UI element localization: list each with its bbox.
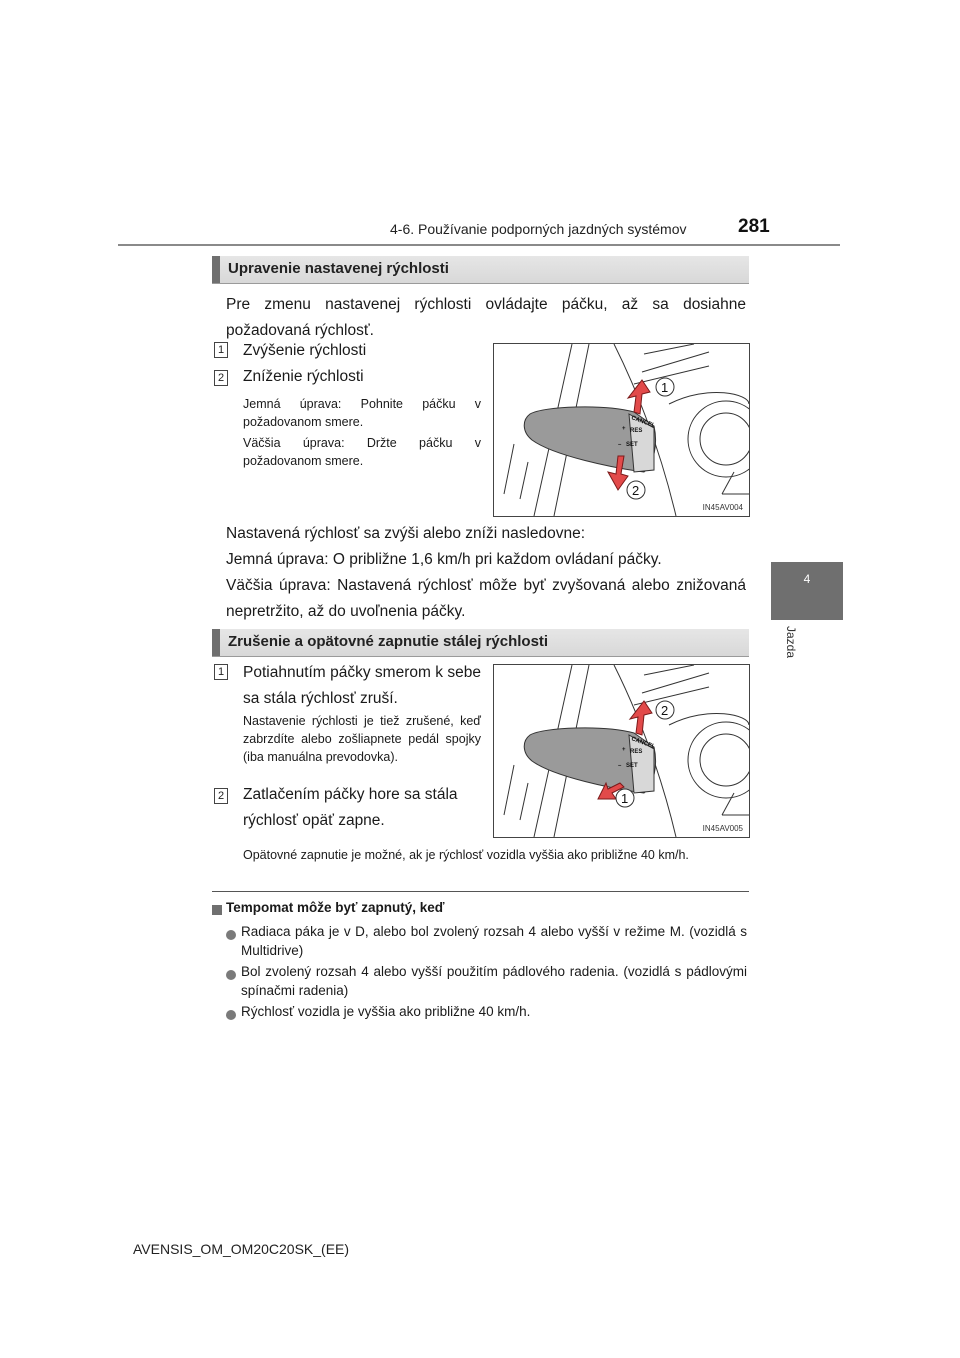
step-number-badge: 2 [214, 788, 228, 804]
callout-up-label: 1 [661, 380, 669, 395]
note-cancel: Nastavenie rýchlosti je tiež zrušené, keď zabrzdíte alebo zošliapnete pedál spojky (iba manuálna prevodovka). [243, 714, 481, 764]
notes-heading: Tempomat môže byť zapnutý, keď [226, 900, 445, 915]
notes-divider [212, 891, 749, 892]
note-bullet: Bol zvolený rozsah 4 alebo vyšší použitím pádlového radenia. (vozidlá s pádlovými spínačmi radenia) [241, 964, 747, 998]
paragraph-fine-adjust: Jemná úprava: O približne 1,6 km/h pri každom ovládaní páčky. [226, 551, 662, 568]
chapter-title: 4-6. Používanie podporných jazdných systémov [390, 221, 687, 237]
figure-code: IN45AV005 [702, 824, 743, 833]
lever-res-text: RES [630, 749, 643, 755]
bullet-dot-icon [226, 967, 236, 985]
chapter-tab-number: 4 [803, 572, 811, 586]
callout-down-label: 2 [632, 483, 640, 498]
lever-brand-text: CANCEL [630, 415, 656, 430]
lever-set-text: SET [626, 442, 638, 448]
callout-down-label: 1 [621, 791, 629, 806]
page-number: 281 [738, 216, 770, 237]
lever-set-text: SET [626, 763, 638, 769]
lever-plus-text: + [622, 426, 626, 432]
section-accent [212, 256, 220, 283]
document-id: AVENSIS_OM_OM20C20SK_(EE) [133, 1241, 350, 1257]
paragraph-coarse-adjust: Väčšia úprava: Nastavená rýchlosť môže byť zvyšovaná alebo znižovaná nepretržito, až do uvoľnenia páčky. [226, 577, 746, 620]
section-title: Upravenie nastavenej rýchlosti [228, 260, 449, 277]
figure-lever-cancel [493, 664, 750, 838]
note-fine-adjust: Jemná úprava: Pohnite páčku v požadovanom smere. [243, 397, 481, 429]
lever-illustration [494, 344, 749, 516]
lever-illustration [494, 665, 749, 837]
callout-up-label: 2 [661, 703, 669, 718]
step-resume: Zatlačením páčky hore sa stála rýchlosť opäť zapne. [243, 786, 458, 829]
lever-brand-text: CANCEL [630, 736, 656, 751]
section-accent [212, 629, 220, 656]
lever-minus-text: – [618, 763, 622, 769]
chapter-tab [771, 562, 843, 620]
note-resume: Opätovné zapnutie je možné, ak je rýchlosť vozidla vyššia ako približne 40 km/h. [243, 848, 689, 862]
note-bullet: Radiaca páka je v D, alebo bol zvolený rozsah 4 alebo vyšší v režime M. (vozidlá s Multidrive) [241, 924, 747, 958]
arrow-up-icon [628, 380, 650, 414]
note-bullet: Rýchlosť vozidla je vyššia ako približne 40 km/h. [241, 1004, 531, 1019]
step-decrease-speed: Zníženie rýchlosti [243, 368, 364, 385]
paragraph-speed-change: Nastavená rýchlosť sa zvýši alebo zníži nasledovne: [226, 525, 586, 542]
note-coarse-adjust: Väčšia úprava: Držte páčku v požadovanom smere. [243, 436, 481, 468]
section-heading-adjust-speed [212, 256, 749, 284]
lever-res-text: RES [630, 428, 643, 434]
step-number-badge: 1 [214, 664, 228, 680]
bullet-dot-icon [226, 927, 236, 945]
lever-plus-text: + [622, 747, 626, 753]
step-number-badge: 1 [214, 342, 228, 358]
chapter-tab-label: Jazda [784, 626, 798, 659]
bullet-dot-icon [226, 1007, 236, 1025]
section-intro: Pre zmenu nastavenej rýchlosti ovládajte páčku, až sa dosiahne požadovaná rýchlosť. [226, 296, 746, 339]
section-title: Zrušenie a opätovné zapnutie stálej rýchlosti [228, 633, 549, 650]
step-increase-speed: Zvýšenie rýchlosti [243, 342, 367, 359]
figure-code: IN45AV004 [702, 503, 743, 512]
header-divider [118, 244, 840, 246]
section-heading-cancel-resume [212, 629, 749, 657]
step-number-badge: 2 [214, 370, 228, 386]
step-cancel: Potiahnutím páčky smerom k sebe sa stála rýchlosť zruší. [243, 664, 481, 707]
notes-square-icon [212, 902, 222, 920]
figure-lever-adjust [493, 343, 750, 517]
lever-minus-text: – [618, 442, 622, 448]
